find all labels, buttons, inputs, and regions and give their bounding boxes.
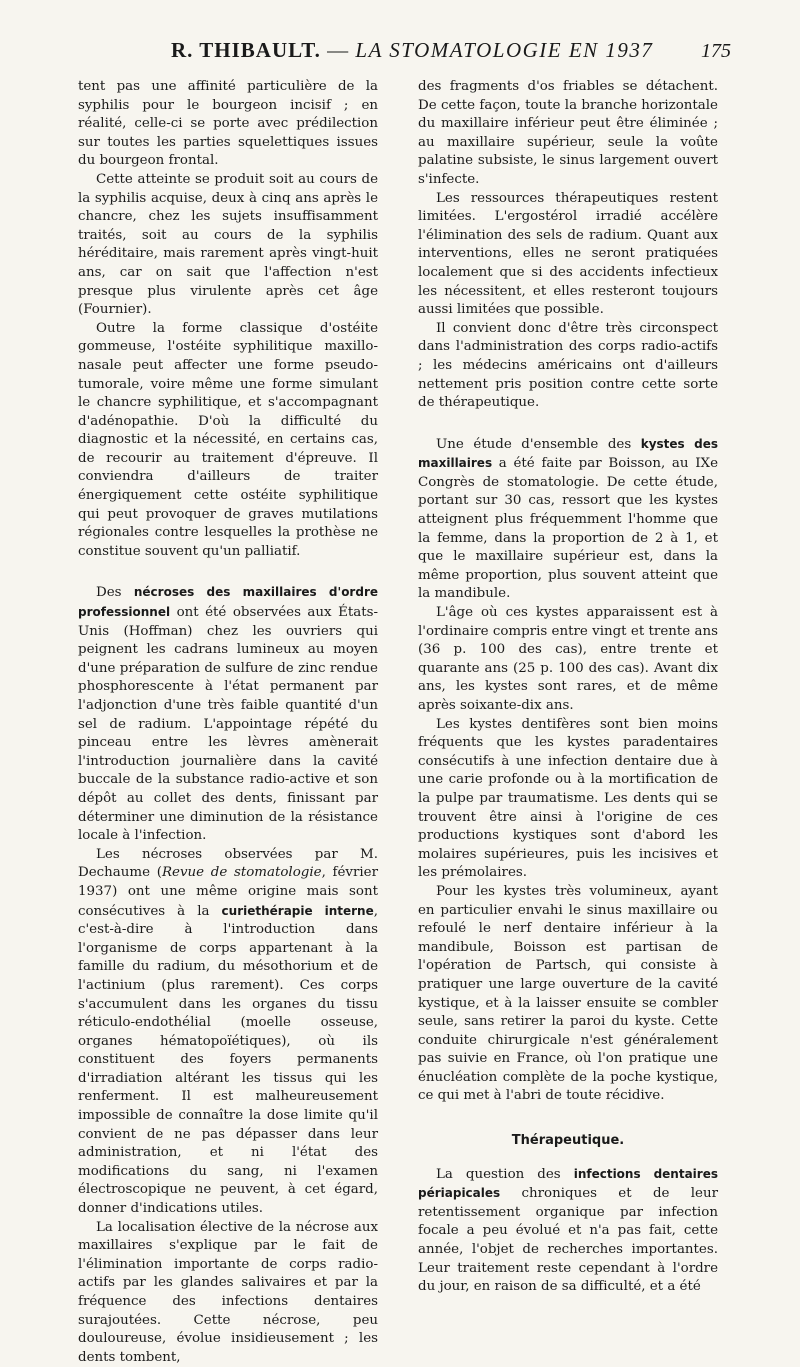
bold-term: infections dentaires périapicales: [418, 1166, 718, 1201]
text-run: La question des: [436, 1166, 574, 1182]
bold-term: nécroses des maxillaires d'ordre professionnel: [78, 585, 378, 620]
text-run: ont été observées aux États-Unis (Hoffman) chez les ouvriers qui peignent les cadrans lumineux au moyen d'une préparation de sulfure de zinc rendue phosphorescente à l'état permanent par l'adjonction d'une très faible quantité d'un sel de radium. L'appointage répété du pinceau entre les lèvres amènerait l'introduction journalière dans la cavité buccale de la substance radio-active et son dépôt au collet des dents, finissant par déterminer une diminution de la résistance locale à l'infection.: [78, 605, 378, 844]
paragraph: Cette atteinte se produit soit au cours de la syphilis acquise, deux à cinq ans après le chancre, chez les sujets insuffisamment traités, soit au cours de la syphilis héréditaire, mais rarement après vingt-huit ans, car on sait que l'affection n'est presque plus virulente après cet âge (Fournier).: [78, 171, 378, 318]
text-run: , février 1937) ont une même origine mais sont consécutives à la: [78, 865, 378, 919]
running-header: [75, 38, 735, 72]
running-title: [171, 38, 653, 63]
paragraph: Il convient donc d'être très circonspect dans l'administration des corps radio-actifs ; les médecins américains ont d'ailleurs nettement pris position contre cette sorte de thérapeutique.: [418, 320, 718, 411]
paragraph: Outre la forme classique d'ostéite gommeuse, l'ostéite syphilitique maxillo-nasale peut affecter une forme pseudo-tumorale, voire même une forme simulant le chancre syphilitique, et s'accompagnant d'adénopathie. D'où la difficulté du diagnostic et la nécessité, en certains cas, de recourir au traitement d'épreuve. Il conviendra d'ailleurs de traiter énergiquement cette ostéite syphilitique qui peut provoquer de graves mutilations régionales contre lesquelles la prothèse ne constitue souvent qu'un palliatif.: [78, 320, 378, 559]
header-topic: LA STOMATOLOGIE EN 1937: [355, 38, 654, 62]
paragraph: Les ressources thérapeutiques restent limitées. L'ergostérol irradié accélère l'élimination des sels de radium. Quant aux interventions, elles ne seront pratiquées localement que si des accidents infectieux les nécessitent, et elles resteront toujours aussi limitées que possible.: [418, 190, 718, 318]
header-dash: —: [327, 38, 350, 62]
text-run: , c'est-à-dire à l'introduction dans l'organisme de corps appartenant à la famille du radium, du mésothorium et de l'actinium (plus rarement). Ces corps s'accumulent dans les organes du tissu réticulo-endothélial (moelle osseuse, organes hématopoïétiques), où ils constituent des foyers permanents d'irradiation altérant les tissus qui les renferment. Il est malheureusement impossible de connaître la dose limite qu'il convient de ne pas dépasser dans leur administration, et ni l'état des modifications du sang, ni l'examen électroscopique ne peuvent, à cet égard, donner d'indications utiles.: [78, 903, 378, 1217]
paragraph: La localisation élective de la nécrose aux maxillaires s'explique par le fait de l'élimination importante de corps radio-actifs par les glandes salivaires et par la fréquence des infections dentaires surajoutées. Cette nécrose, peu douloureuse, évolue insidieusement ; les dents tombent,: [78, 1219, 378, 1365]
paragraph: [78, 846, 378, 1219]
text-run: Les nécroses observées par M. Dechaume (: [78, 846, 378, 881]
paragraph: [418, 435, 718, 604]
text-run: Une étude d'ensemble des: [436, 436, 641, 452]
paragraph: tent pas une affinité particulière de la syphilis pour le bourgeon incisif ; en réalité, celle-ci se porte avec prédilection sur toutes les parties squelettiques issues du bourgeon frontal.: [78, 79, 378, 169]
paragraph: [78, 583, 378, 845]
page-number: 175: [701, 40, 731, 62]
text-run: a été faite par Boisson, au IXe Congrès de stomatologie. De cette étude, portant sur 30 cas, ressort que les kystes atteignent plus fréquemment l'homme que la femme, dans la proportion de 2 à 1, et que le maxillaire supérieur est, dans la même proportion, plus souvent atteint que la mandibule.: [418, 456, 718, 602]
paragraph: Les kystes dentifères sont bien moins fréquents que les kystes paradentaires consécutifs à une infection dentaire due à une carie profonde ou à la mortification de la pulpe par traumatisme. Les dents qui se trouvent être ainsi à l'origine de ces productions kystiques sont d'abord les molaires supérieures, puis les incisives et les prémolaires.: [418, 716, 718, 881]
paragraph: [418, 1165, 718, 1297]
right-column: [418, 78, 718, 1297]
paragraph: L'âge où ces kystes apparaissent est à l'ordinaire compris entre vingt et trente ans (36 p. 100 des cas), entre trente et quarante ans (25 p. 100 des cas). Avant dix ans, les kystes sont rares, et de même après soixante-dix ans.: [418, 605, 718, 713]
journal-title: Revue de stomatologie: [161, 865, 322, 881]
paragraph: Pour les kystes très volumineux, ayant en particulier envahi le sinus maxillaire ou refoulé le nerf dentaire inférieur à la mandibule, Boisson est partisan de l'opération de Partsch, qui consiste à pratiquer une large ouverture de la cavité kystique, et à la laisser ensuite se combler seule, sans retirer la paroi du kyste. Cette conduite chirurgicale n'est généralement pas suivie en France, où l'on pratique une énucléation complète de la poche kystique, ce qui met à l'abri de toute récidive.: [418, 883, 718, 1104]
bold-term: curiethérapie interne: [221, 903, 374, 918]
section-heading: Thérapeutique.: [511, 1133, 625, 1149]
text-run: Des: [96, 585, 134, 601]
header-author: R. THIBAULT.: [171, 38, 321, 62]
paragraph: des fragments d'os friables se détachent. De cette façon, toute la branche horizontale du maxillaire inférieur peut être éliminée ; au maxillaire supérieur, seule la voûte palatine subsiste, le sinus largement ouvert s'infecte.: [418, 79, 718, 187]
left-column: [78, 78, 378, 1367]
bold-term: kystes des maxillaires: [418, 436, 718, 471]
text-run: chroniques et de leur retentissement organique par infection focale a peu évolué et n'a pas fait, cette année, l'objet de recherches importantes. Leur traitement reste cependant à l'ordre du jour, en raison de sa difficulté, et a été: [418, 1186, 718, 1295]
